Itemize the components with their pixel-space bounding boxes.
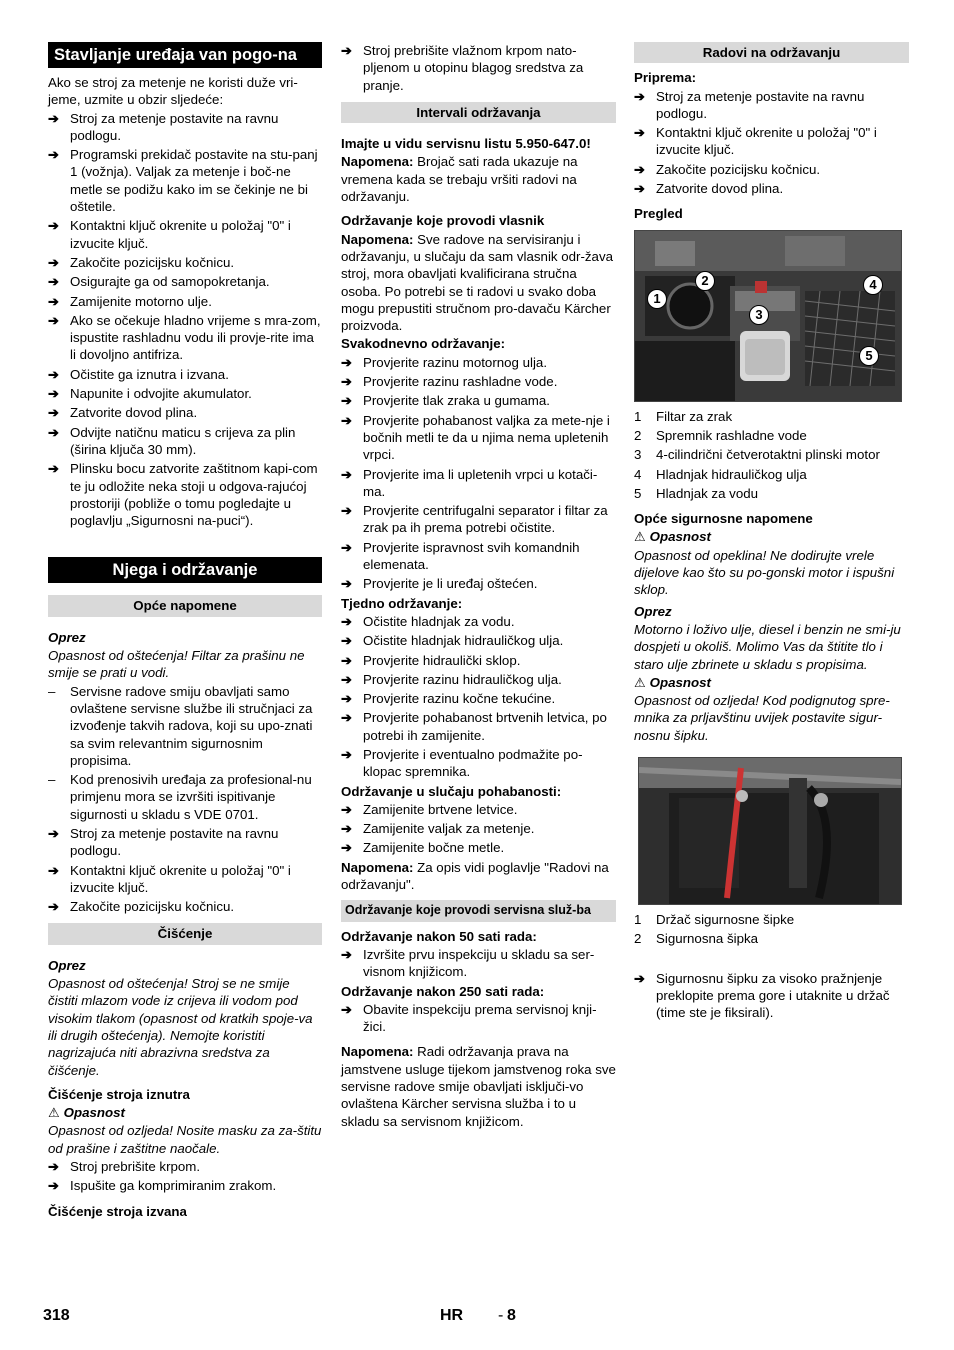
callout-2: 2	[695, 271, 715, 291]
caution-label: Oprez	[48, 629, 86, 645]
list-item: – Kod prenosivih uređaja za profesional-nu primjenu mora se izvršiti ispitivanje sigurnosti u skladu s VDE 0701.	[48, 771, 322, 823]
list-item: ➔ Zamijenite motorno ulje.	[48, 293, 322, 310]
list-item: ➔ Provjerite je li uređaj oštećen.	[341, 575, 616, 592]
list-item: ➔ Kontaktni ključ okrenite u položaj "0" i izvucite ključ.	[48, 862, 322, 897]
service-list-note: Imajte u vidu servisnu listu 5.950-647.0!	[341, 136, 591, 152]
list-item: ➔ Kontaktni ključ okrenite u položaj "0" i izvucite ključ.	[48, 217, 322, 252]
section-title-care: Njega i održavanje	[48, 557, 322, 583]
legend-item	[634, 485, 909, 502]
safety-bar-illustration	[639, 758, 901, 904]
clean-outside-title: Čišćenje stroja izvana	[48, 1203, 187, 1219]
daily-title: Svakodnevno održavanje:	[341, 336, 506, 352]
list-item: ➔ Provjerite razinu hidrauličkog ulja.	[341, 671, 616, 688]
legend-item	[634, 466, 909, 483]
note-label-4: Napomena:	[341, 1044, 414, 1060]
legend-number: 1	[634, 912, 642, 928]
danger-label: Opasnost	[649, 529, 711, 545]
list-item: ➔ Očistite ga iznutra i izvana.	[48, 366, 322, 383]
note-text: Brojač sati rada ukazuje na vremena kada se trebaju vršiti radovi na održavanju.	[341, 154, 578, 205]
legend-text: Sigurnosna šipka	[656, 931, 759, 947]
decommission-steps	[48, 110, 322, 530]
preparation-title: Priprema:	[634, 70, 697, 86]
note-label-2: Napomena:	[341, 231, 414, 247]
list-item: ➔ Programski prekidač postavite na stu-panj 1 (vožnja). Valjak za metenje i boč-ne metle se podižu kako im se čekinje ne bi oštetile.	[48, 146, 322, 215]
sub-page-number: 8	[507, 1307, 516, 1324]
column-2	[341, 42, 616, 1131]
list-item: ➔ Napunite i odvojite akumulator.	[48, 385, 322, 402]
list-item: ➔ Zamijenite valjak za metenje.	[341, 820, 616, 837]
legend-text: Hladnjak za vodu	[656, 485, 759, 501]
legend-number: 2	[634, 931, 642, 947]
note-label: Napomena:	[341, 154, 414, 170]
subsection-cleaning: Čišćenje	[48, 923, 322, 944]
caution-label: Oprez	[634, 603, 672, 619]
list-item: ➔ Zakočite pozicijsku kočnicu.	[48, 254, 322, 271]
danger-label-2: Opasnost	[649, 674, 711, 690]
callout-5: 5	[859, 346, 879, 366]
list-item: ➔ Očistite hladnjak za vodu.	[341, 613, 616, 630]
legend-text: Filtar za zrak	[656, 408, 733, 424]
note-text-4: Radi održavanja prava na jamstvene usluge tijekom jamstvenog roka sve servisne radove smije obavljati isključi-vo ovlaštena Kärcher servisna služba i to u skladu sa servisnom knjižicom.	[341, 1044, 616, 1129]
list-item: ➔ Stroj prebrišite krpom.	[48, 1158, 322, 1175]
legend-text: Držač sigurnosne šipke	[656, 912, 795, 928]
weekly-title: Tjedno održavanje:	[341, 595, 463, 611]
preparation-list	[634, 88, 909, 198]
danger-text-2: Opasnost od ozljeda! Kod podignutog spre-mnika za prljavštinu uvijek postavite sigur-nosnu šipku.	[634, 693, 890, 743]
wear-list	[341, 801, 616, 857]
owner-maintenance-title: Održavanje koje provodi vlasnik	[341, 213, 545, 229]
weekly-list	[341, 613, 616, 781]
legend-number: 3	[634, 447, 642, 463]
list-item: ➔ Provjerite pohabanost valjka za mete-nje i bočnih metli te da u njima nema upletenih vrpci.	[341, 412, 616, 464]
column-1	[48, 42, 322, 1221]
danger-text: Opasnost od opeklina! Ne dodirujte vrele dijelove kao što su po-gonski motor i ispušni sklop.	[634, 547, 895, 598]
legend-item	[634, 911, 909, 928]
general-dash-list	[48, 683, 322, 823]
list-item: ➔ Plinsku bocu zatvorite zaštitnom kapi-com te ju odložite neka stoji u odgova-rajućoj prostoriji (pobliže o tomu pogledajte u poglavlju „Sigurnosni na-puci“).	[48, 460, 322, 529]
list-item: ➔ Zatvorite dovod plina.	[48, 404, 322, 421]
warning-triangle-icon: ⚠	[634, 674, 646, 690]
list-item: ➔ Provjerite razinu kočne tekućine.	[341, 690, 616, 707]
safety-bar-photo	[638, 757, 902, 905]
subsection-maintenance-work: Radovi na održavanju	[634, 42, 909, 63]
list-item: ➔ Provjerite i eventualno podmažite po-klopac spremnika.	[341, 746, 616, 781]
page-number: 318	[43, 1307, 70, 1324]
after-50-title: Održavanje nakon 50 sati rada:	[341, 928, 537, 944]
list-item: ➔ Sigurnosnu šipku za visoko pražnjenje preklopite prema gore i utaknite u držač (time ste je fiksirali).	[634, 970, 909, 1022]
list-item: ➔ Zakočite pozicijsku kočnicu.	[634, 161, 909, 178]
list-item: ➔ Zamijenite brtvene letvice.	[341, 801, 616, 818]
warning-triangle-icon: ⚠	[48, 1105, 60, 1121]
list-item: ➔ Stroj za metenje postavite na ravnu podlogu.	[48, 110, 322, 145]
footer-separator: -	[498, 1307, 504, 1324]
daily-list	[341, 354, 616, 593]
language-code: HR	[440, 1307, 464, 1324]
wear-title: Održavanje u slučaju pohabanosti:	[341, 783, 562, 799]
general-steps	[48, 825, 322, 915]
after-250-title: Održavanje nakon 250 sati rada:	[341, 983, 545, 999]
subsection-intervals: Intervali održavanja	[341, 102, 616, 123]
legend-item	[634, 408, 909, 425]
safety-bar-figure	[634, 757, 909, 905]
list-item: ➔ Osigurajte ga od samopokretanja.	[48, 273, 322, 290]
list-item: ➔ Provjerite razinu rashladne vode.	[341, 373, 616, 390]
list-item: ➔ Obavite inspekciju prema servisnoj knji-žici.	[341, 1001, 616, 1036]
legend-text: Hladnjak hidrauličkog ulja	[656, 466, 807, 482]
callout-3: 3	[749, 305, 769, 325]
legend-text: Spremnik rashladne vode	[656, 427, 807, 443]
warning-triangle-icon: ⚠	[634, 529, 646, 545]
clean-inside-steps	[48, 1158, 322, 1195]
legend-item	[634, 930, 909, 947]
legend-number: 5	[634, 485, 642, 501]
caution-text: Opasnost od oštećenja! Filtar za prašinu ne smije se prati u vodi.	[48, 648, 305, 681]
legend-number: 1	[634, 408, 642, 424]
list-item: ➔ Stroj za metenje postavite na ravnu podlogu.	[48, 825, 322, 860]
list-item: ➔ Provjerite centrifugalni separator i filtar za zrak pa ih prema potrebi očistite.	[341, 502, 616, 537]
danger-text: Opasnost od ozljeda! Nosite masku za za-štitu od prašine i zaštitne naočale.	[48, 1123, 322, 1156]
final-step-list	[634, 970, 909, 1022]
list-item: ➔ Odvijte natičnu maticu s crijeva za plin (širina ključa 30 mm).	[48, 424, 322, 459]
legend-text: 4-cilindrični četverotaktni plinski motor	[656, 447, 880, 463]
note-text-3: Za opis vidi poglavlje "Radovi na održavanju".	[341, 859, 609, 893]
clean-inside-title: Čišćenje stroja iznutra	[48, 1086, 190, 1102]
list-item: ➔ Provjerite pohabanost brtvenih letvica, po potrebi ih zamijenite.	[341, 709, 616, 744]
danger-label: Opasnost	[63, 1105, 125, 1121]
list-item: ➔ Očistite hladnjak hidrauličkog ulja.	[341, 632, 616, 649]
list-item: ➔ Zamijenite bočne metle.	[341, 839, 616, 856]
safety-title: Opće sigurnosne napomene	[634, 511, 813, 527]
section-title-decommission: Stavljanje uređaja van pogo-na	[48, 42, 322, 68]
list-item: ➔ Stroj prebrišite vlažnom krpom nato-pljenom u otopinu blagog sredstva za pranje.	[341, 42, 616, 94]
safety-bar-legend	[634, 911, 909, 948]
engine-legend	[634, 408, 909, 502]
list-item: ➔ Kontaktni ključ okrenite u položaj "0" i izvucite ključ.	[634, 124, 909, 159]
after-50-list	[341, 946, 616, 981]
overview-title: Pregled	[634, 206, 683, 222]
list-item: ➔ Provjerite razinu motornog ulja.	[341, 354, 616, 371]
legend-number: 4	[634, 466, 642, 482]
list-item: ➔ Ako se očekuje hladno vrijeme s mra-zom, ispustite rashladnu vodu ili provje-rite ima li dovoljno antifriza.	[48, 312, 322, 364]
after-250-list	[341, 1001, 616, 1036]
legend-item	[634, 427, 909, 444]
clean-outside-steps	[341, 42, 616, 94]
column-3	[634, 42, 909, 1024]
list-item: ➔ Provjerite ispravnost svih komandnih elemenata.	[341, 539, 616, 574]
list-item: ➔ Stroj za metenje postavite na ravnu podlogu.	[634, 88, 909, 123]
list-item: ➔ Provjerite ima li upletenih vrpci u kotači-ma.	[341, 466, 616, 501]
list-item: ➔ Ispušite ga komprimiranim zrakom.	[48, 1177, 322, 1194]
list-item: ➔ Izvršite prvu inspekciju u skladu sa ser-visnom knjižicom.	[341, 946, 616, 981]
legend-item	[634, 446, 909, 463]
callout-4: 4	[863, 275, 883, 295]
callout-1: 1	[647, 289, 667, 309]
list-item: ➔ Provjerite hidraulički sklop.	[341, 652, 616, 669]
list-item: – Servisne radove smiju obavljati samo ovlaštene servisne službe ili stručnjaci za izvođenje takvih radova, koji su upo-znati sa svim relevantnim sigurnosnim propisima.	[48, 683, 322, 769]
legend-number: 2	[634, 427, 642, 443]
caution-label-2: Oprez	[48, 957, 86, 973]
engine-overview-photo	[634, 230, 902, 402]
list-item: ➔ Zatvorite dovod plina.	[634, 180, 909, 197]
list-item: ➔ Zakočite pozicijsku kočnicu.	[48, 898, 322, 915]
subsection-service-maintenance: Održavanje koje provodi servisna služ-ba	[341, 900, 616, 921]
subsection-general-notes: Opće napomene	[48, 595, 322, 616]
intro-text: Ako se stroj za metenje ne koristi duže vri-jeme, uzmite u obzir sljedeće:	[48, 75, 298, 108]
caution-text-2: Opasnost od oštećenja! Stroj se ne smije čistiti mlazom vode iz crijeva ili vodom pod visokim tlakom (opasnost od kratkih spoje-va ili drugih oštećenja). Nemojte koristiti nagrizajuća niti abrazivna sredstva za čišćenje.	[48, 976, 313, 1078]
note-text-2: Sve radove na servisiranju i održavanju, u slučaju da sam vlasnik odr-žava stroj, mora obavljati kvalificirana stručna osoba. Po potrebi se ti radovi u svako doba mogu prepustiti stručnom pro-davaču Kärcher proizvoda.	[341, 231, 613, 334]
list-item: ➔ Provjerite tlak zraka u gumama.	[341, 392, 616, 409]
note-label-3: Napomena:	[341, 859, 414, 875]
caution-text: Motorno i loživo ulje, diesel i benzin ne smi-ju dospjeti u okoliš. Molimo Vas da štitite tlo i staro ulje zbrinete u skladu s propisima.	[634, 621, 901, 672]
